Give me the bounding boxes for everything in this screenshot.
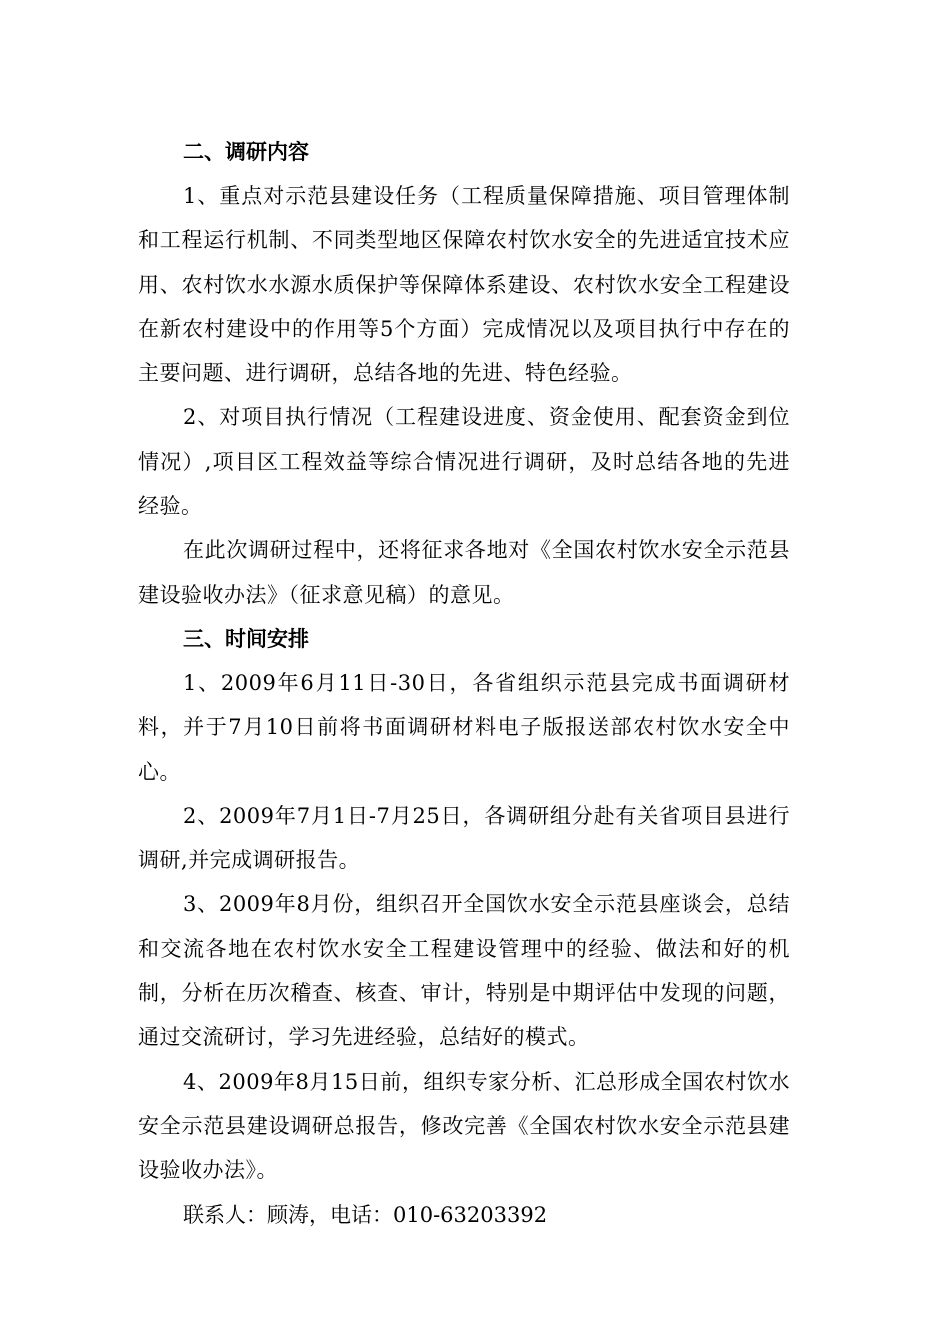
paragraph-project-execution: 2、对项目执行情况（工程建设进度、资金使用、配套资金到位情况）,项目区工程效益等综合情况进行调研，及时总结各地的先进经验。 [138,405,790,519]
paragraph-research-task: 1、重点对示范县建设任务（工程质量保障措施、项目管理体制和工程运行机制、不同类型地区保障农村饮水安全的先进适宜技术应用、农村饮水水源水质保护等保障体系建设、农村饮水安全工程建设在新农村建设中的作用等5个方面）完成情况以及项目执行中存在的主要问题、进行调研，总结各地的先进、特色经验。 [138,184,790,386]
paragraph-schedule-4: 4、2009年8月15日前，组织专家分析、汇总形成全国农村饮水安全示范县建设调研总报告，修改完善《全国农村饮水安全示范县建设验收办法》。 [138,1069,790,1183]
document-body [138,130,790,1237]
paragraph-schedule-1: 1、2009年6月11日-30日，各省组织示范县完成书面调研材料，并于7月10日前将书面调研材料电子版报送部农村饮水安全中心。 [138,670,790,784]
paragraph-schedule-2: 2、2009年7月1日-7月25日，各调研组分赴有关省项目县进行调研,并完成调研报告。 [138,803,790,873]
paragraph-schedule-3: 3、2009年8月份，组织召开全国饮水安全示范县座谈会，总结和交流各地在农村饮水安全工程建设管理中的经验、做法和好的机制，分析在历次稽查、核查、审计，特别是中期评估中发现的问题，通过交流研讨，学习先进经验，总结好的模式。 [138,892,790,1050]
section-heading-research-content: 二、调研内容 [183,140,309,164]
section-heading-schedule: 三、时间安排 [183,626,309,651]
contact-line: 联系人：顾涛，电话：010-63203392 [183,1202,548,1227]
paragraph-opinion-solicitation: 在此次调研过程中，还将征求各地对《全国农村饮水安全示范县建设验收办法》（征求意见稿）的意见。 [138,538,790,607]
